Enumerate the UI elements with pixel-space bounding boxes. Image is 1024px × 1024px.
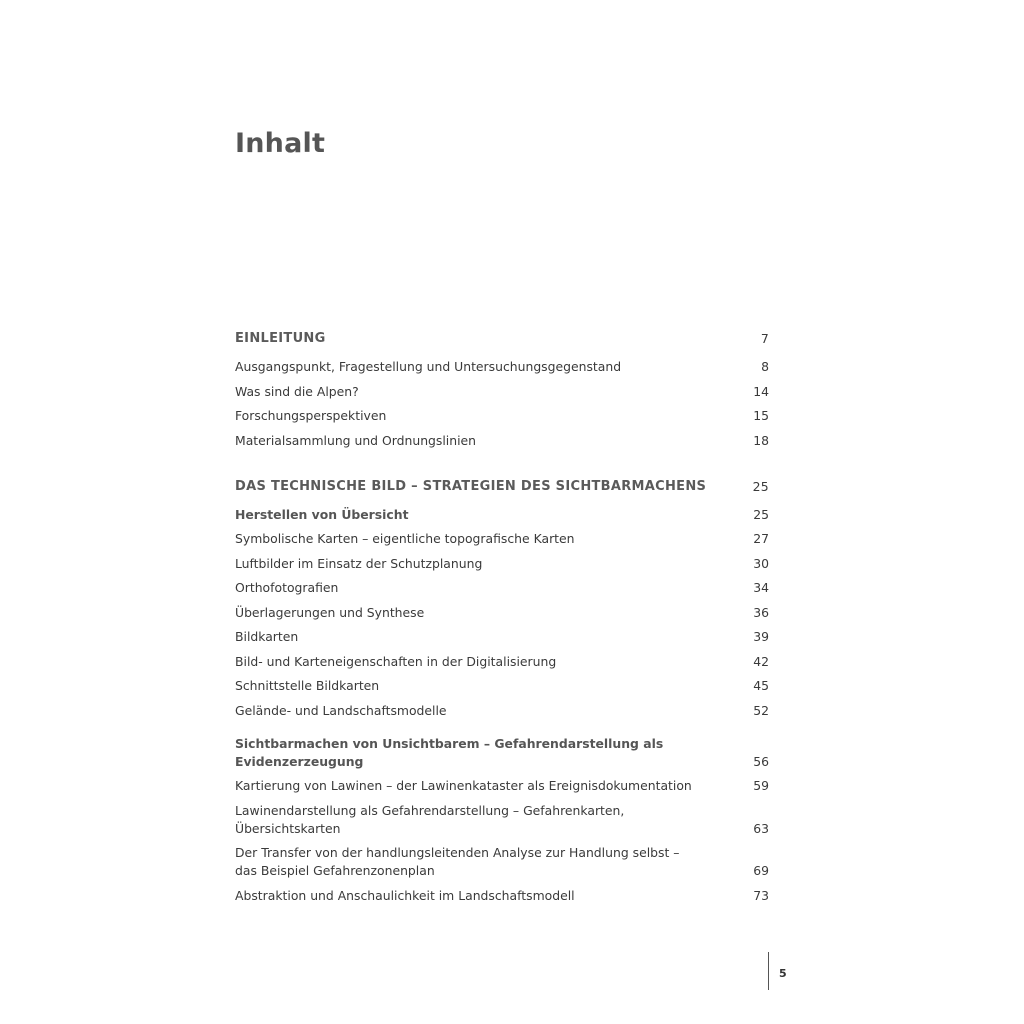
toc-section-label-line2: Evidenzerzeugung xyxy=(235,754,364,769)
toc-entry-label: Überlagerungen und Synthese xyxy=(235,604,425,620)
toc-entry-label: Schnittstelle Bildkarten xyxy=(235,678,380,693)
toc-entry-label: Luftbilder im Einsatz der Schutzplanung xyxy=(235,555,483,571)
toc-page-number: 25 xyxy=(752,479,769,494)
toc-page-number: 73 xyxy=(753,887,769,903)
toc-page-number: 34 xyxy=(753,580,769,595)
toc-entry-label: Ausgangspunkt, Fragestellung und Untersuchungsgegenstand xyxy=(235,359,622,374)
toc-entry-label: Was sind die Alpen? xyxy=(235,383,359,399)
toc-page-number: 18 xyxy=(753,432,769,448)
toc-entry-label: Symbolische Karten – eigentliche topografische Karten xyxy=(235,531,575,546)
toc-page-number: 42 xyxy=(753,653,769,669)
toc-entry-label: Bild- und Karteneigenschaften in der Digitalisierung xyxy=(235,653,557,669)
toc-entry[interactable] xyxy=(235,702,769,720)
toc-section-label: Herstellen von Übersicht xyxy=(235,507,409,522)
toc-entry-label: Kartierung von Lawinen – der Lawinenkataster als Ereignisdokumentation xyxy=(235,778,692,793)
toc-chapter-einleitung[interactable] xyxy=(235,330,769,348)
toc-page-number: 39 xyxy=(753,629,769,644)
toc-spacer xyxy=(235,456,769,478)
page-title: Inhalt xyxy=(235,128,326,159)
toc-page-number: 30 xyxy=(753,555,769,571)
toc-entry[interactable] xyxy=(235,844,769,880)
toc-entry[interactable] xyxy=(235,777,769,795)
toc-entry[interactable] xyxy=(235,432,769,450)
toc-entry[interactable] xyxy=(235,604,769,622)
toc-page-number: 52 xyxy=(753,702,769,718)
toc-entry[interactable] xyxy=(235,555,769,573)
toc-entry-label: Orthofotografien xyxy=(235,580,339,595)
toc-entry[interactable] xyxy=(235,358,769,376)
toc-chapter-label: DAS TECHNISCHE BILD – STRATEGIEN DES SICHTBARMACHENS xyxy=(235,479,707,494)
toc-page-number: 36 xyxy=(753,604,769,620)
toc-entry-label: Lawinendarstellung als Gefahrendarstellung – Gefahrenkarten, Übersichtskarten xyxy=(235,802,625,836)
toc-entry[interactable] xyxy=(235,628,769,646)
toc-entry[interactable] xyxy=(235,653,769,671)
toc-entry-label: Abstraktion und Anschaulichkeit im Landschaftsmodell xyxy=(235,887,575,903)
toc-page-number: 45 xyxy=(753,678,769,693)
toc-chapter-technische-bild[interactable] xyxy=(235,478,769,496)
toc-page-number: 63 xyxy=(753,820,769,836)
toc-page-number: 69 xyxy=(753,863,769,878)
toc-entry[interactable] xyxy=(235,579,769,597)
toc-entry-label-line1: Der Transfer von der handlungsleitenden Analyse zur Handlung selbst – xyxy=(235,845,680,860)
toc-page-number: 27 xyxy=(753,531,769,546)
toc-entry-label: Gelände- und Landschaftsmodelle xyxy=(235,702,447,718)
toc-entry[interactable] xyxy=(235,802,769,838)
toc-entry[interactable] xyxy=(235,887,769,905)
toc-chapter-label: EINLEITUNG xyxy=(235,331,326,346)
page-number: 5 xyxy=(779,967,787,980)
toc-page-number: 59 xyxy=(753,778,769,793)
toc-page-number: 56 xyxy=(753,754,769,769)
toc-entry-label-line2: das Beispiel Gefahrenzonenplan xyxy=(235,863,435,878)
table-of-contents xyxy=(235,330,769,911)
toc-page-number: 7 xyxy=(760,331,769,346)
toc-section-sichtbarmachen[interactable] xyxy=(235,735,769,771)
toc-page-number: 14 xyxy=(753,383,769,399)
toc-entry-label: Forschungsperspektiven xyxy=(235,408,387,423)
toc-section-label xyxy=(235,735,769,771)
toc-entry-label xyxy=(235,844,769,880)
toc-entry[interactable] xyxy=(235,530,769,548)
toc-page-number: 8 xyxy=(761,359,769,374)
toc-page-number: 15 xyxy=(753,408,769,423)
toc-section-uebersicht[interactable] xyxy=(235,506,769,524)
page-number-divider xyxy=(768,952,769,990)
toc-spacer xyxy=(235,726,769,735)
toc-entry-label: Materialsammlung und Ordnungslinien xyxy=(235,432,477,448)
toc-entry[interactable] xyxy=(235,407,769,425)
toc-section-label-line1: Sichtbarmachen von Unsichtbarem – Gefahrendarstellung als xyxy=(235,736,664,751)
toc-entry[interactable] xyxy=(235,677,769,695)
toc-entry-label: Bildkarten xyxy=(235,629,299,644)
toc-page-number: 25 xyxy=(753,507,769,522)
toc-entry[interactable] xyxy=(235,383,769,401)
